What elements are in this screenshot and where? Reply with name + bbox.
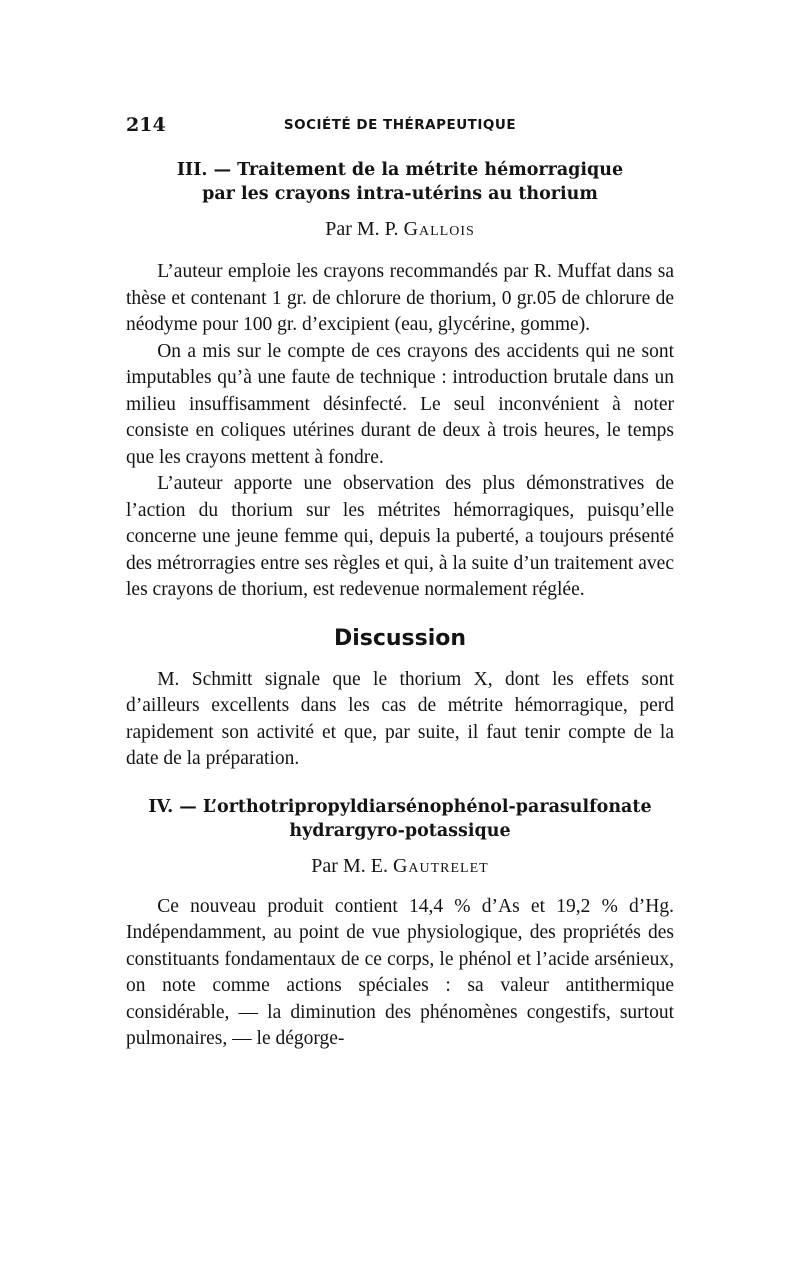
article-paragraph: On a mis sur le compte de ces crayons des accidents qui ne sont imputables qu’à une faute de technique : introduction brutale dans un milieu insuffisamment désinfecté. Le seul inconvénient à noter consiste en coliques utérines durant de deux à trois heures, le temps que les crayons mettent à fondre. bbox=[126, 340, 674, 468]
article-title-line-1: IV. — L’orthotripropyldiarsénophénol-parasulfonate bbox=[148, 796, 652, 817]
discussion-paragraph: M. Schmitt signale que le thorium X, dont les effets sont d’ailleurs excellents dans les cas de métrite hémorragique, perd rapidement son activité et que, par suite, il faut tenir compte de la date de la préparation. bbox=[126, 668, 674, 769]
running-title: SOCIÉTÉ DE THÉRAPEUTIQUE bbox=[283, 117, 517, 133]
author-prefix: Par M. P. bbox=[325, 218, 399, 240]
author-prefix: Par M. E. bbox=[311, 854, 388, 877]
page-number: 214 bbox=[126, 114, 166, 136]
page-body bbox=[126, 158, 674, 1053]
page-header bbox=[126, 114, 674, 136]
discussion-heading: Discussion bbox=[333, 625, 467, 651]
article-title-line-2: hydrargyro-potassique bbox=[289, 820, 511, 841]
article-paragraph: L’auteur apporte une observation des plus démonstratives de l’action du thorium sur les métrites hémorragiques, puisqu’elle concerne une jeune femme qui, depuis la puberté, a toujours présenté des métrorragies entre ses règles et qui, à la suite d’un traitement avec les crayons de thorium, est redevenue normalement réglée. bbox=[126, 473, 674, 600]
article-title-line-1: III. — Traitement de la métrite hémorragique bbox=[176, 160, 624, 180]
author-name: Gallois bbox=[403, 218, 475, 240]
article-author bbox=[126, 852, 674, 880]
article-title-line-2: par les crayons intra-utérins au thorium bbox=[202, 184, 598, 204]
article-3 bbox=[126, 158, 674, 604]
article-paragraph: Ce nouveau produit contient 14,4 % d’As et 19,2 % d’Hg. Indépendamment, au point de vue physiologique, des propriétés des constituants fondamentaux de ce corps, le phénol et l’acide arsénieux, on note comme actions spéciales : sa valeur antithermique considérable, — la diminution des phénomènes congestifs, surtout pulmonaires, — le dégorge- bbox=[126, 895, 674, 1049]
article-author bbox=[126, 215, 674, 243]
author-name: Gautrelet bbox=[392, 854, 489, 877]
discussion-section bbox=[126, 626, 674, 773]
article-paragraph: L’auteur emploie les crayons recommandés par R. Muffat dans sa thèse et contenant 1 gr. de chlorure de thorium, 0 gr.05 de chlorure de néodyme pour 100 gr. d’excipient (eau, glycérine, gomme). bbox=[126, 261, 674, 335]
article-4 bbox=[126, 795, 674, 1053]
